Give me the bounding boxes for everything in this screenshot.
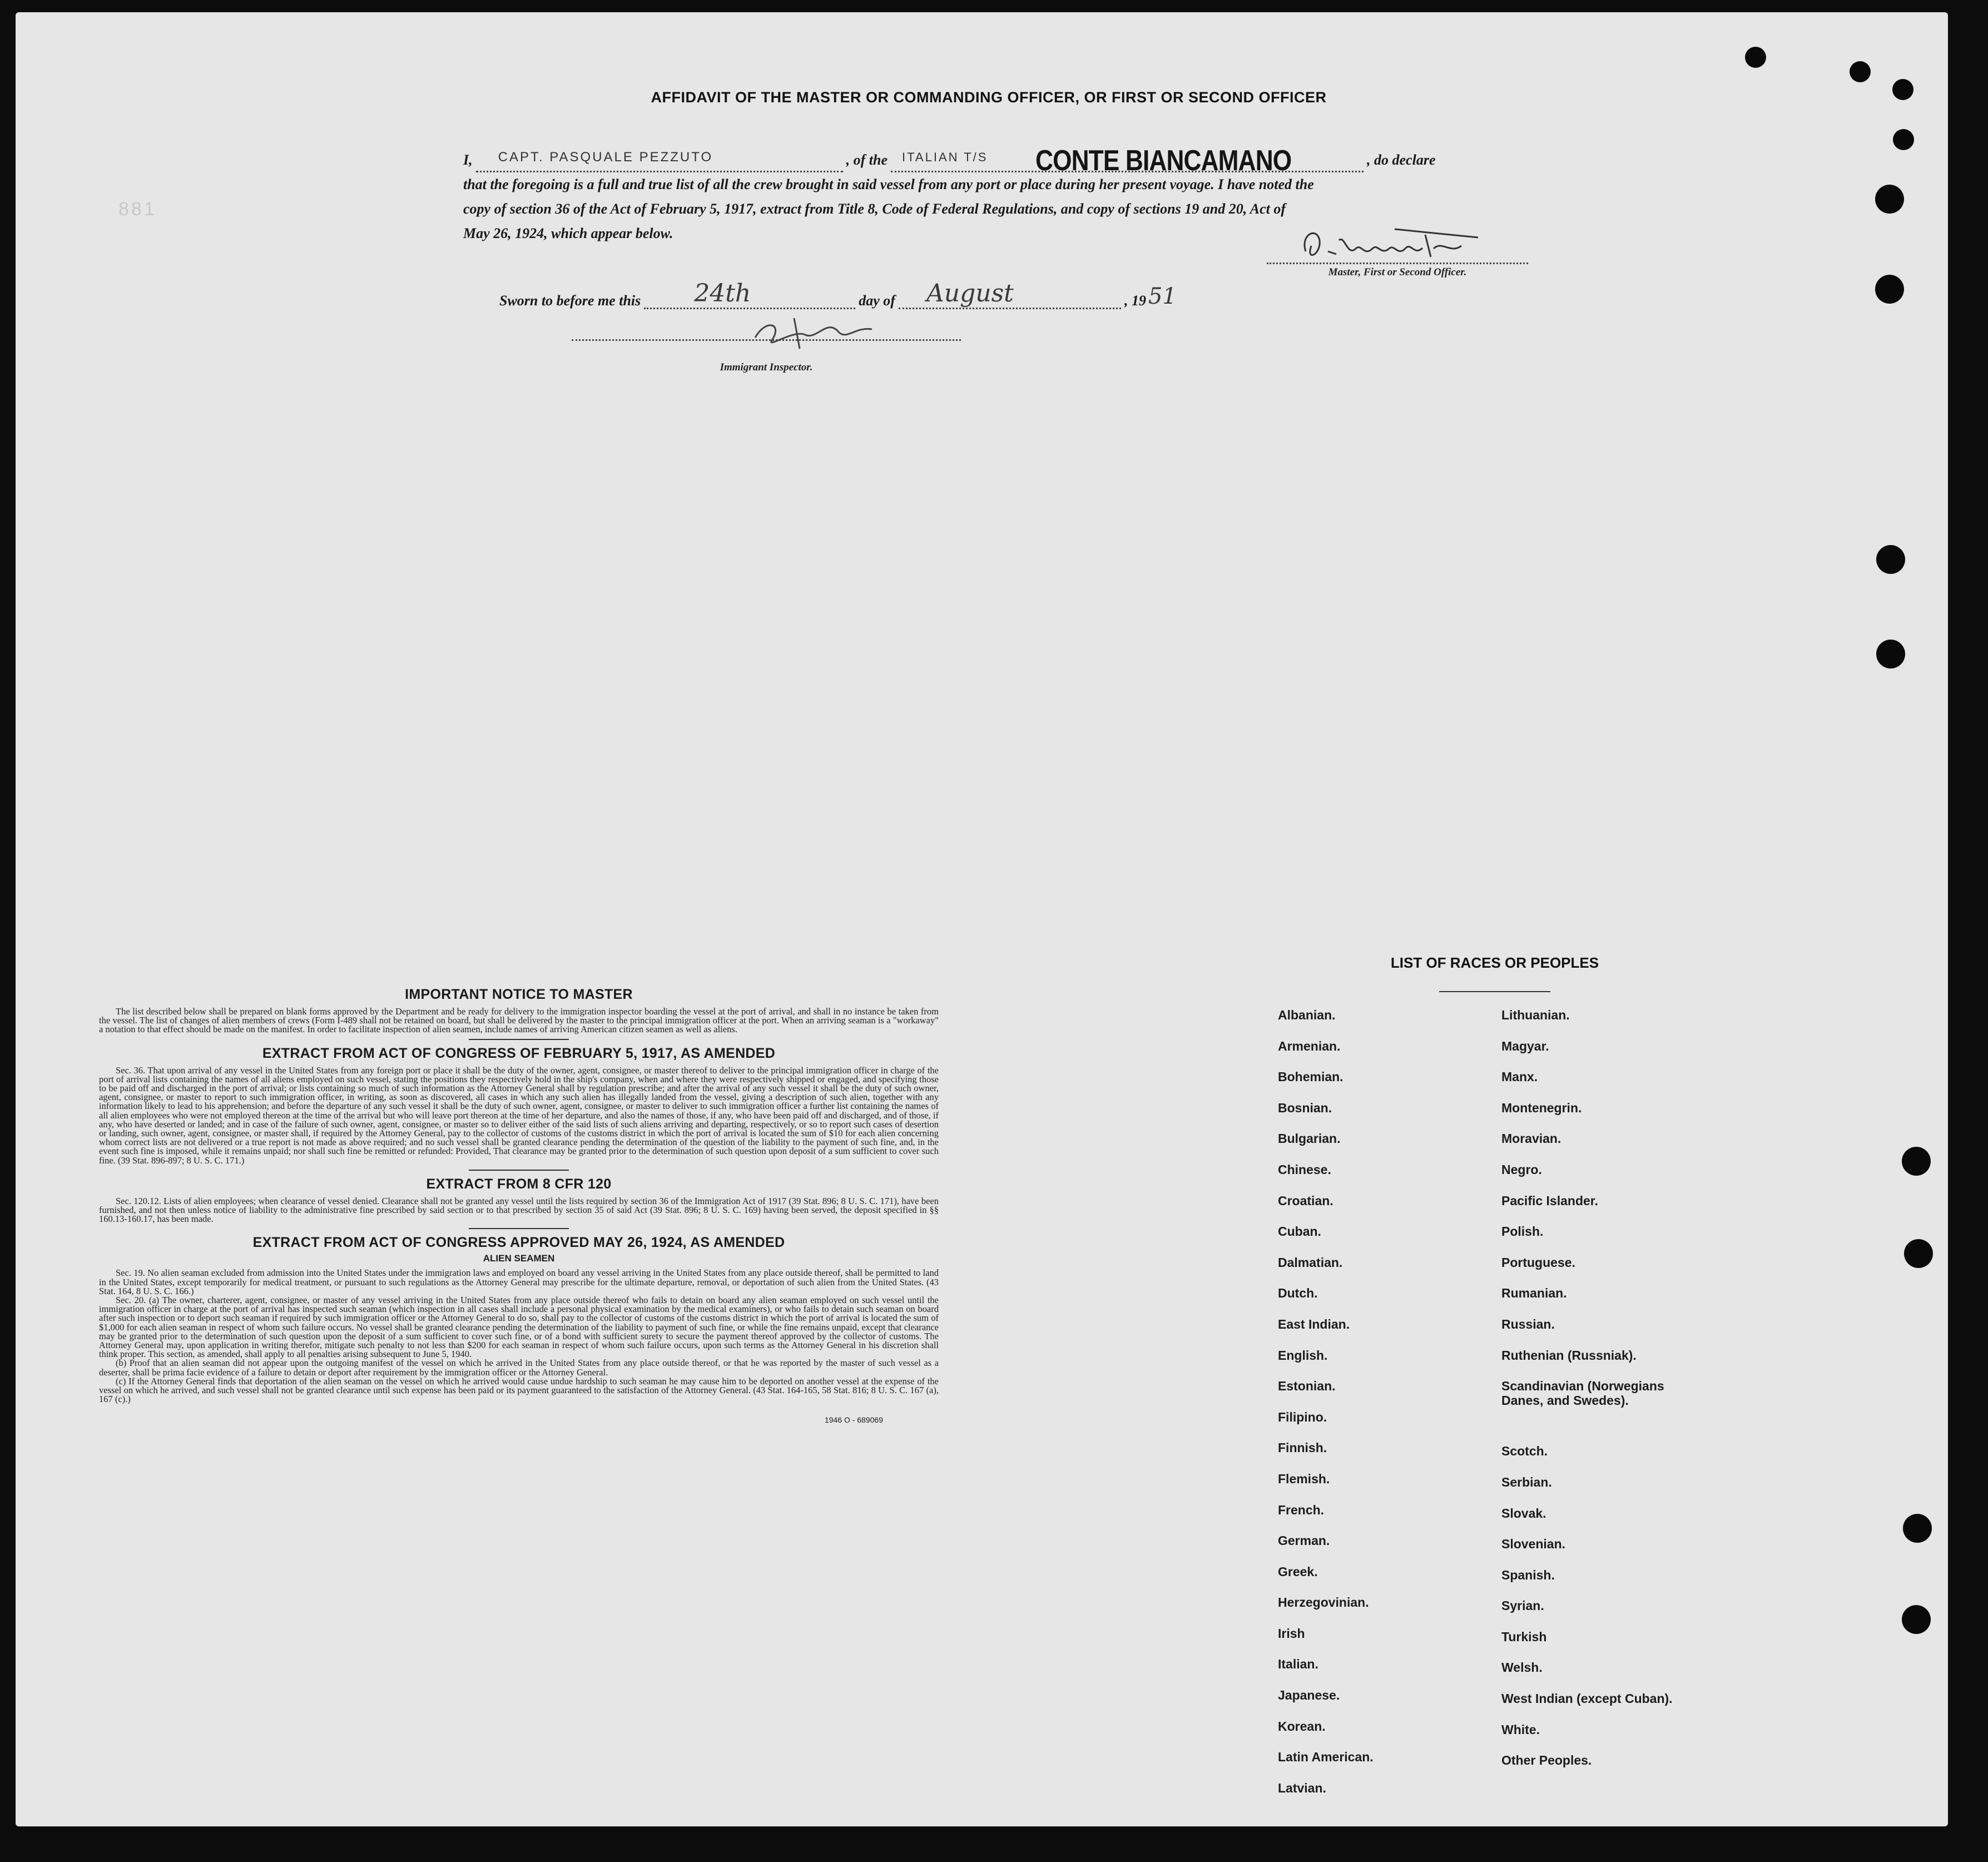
race-item: Dutch.: [1278, 1286, 1318, 1301]
extract1-body: Sec. 36. That upon arrival of any vessel in the United States from any foreign port or place it shall be the duty of the owner, agent, consignee, or master thereof to deliver to the principal immigration officer in charge of the port of arrival lists containing the names of all aliens employed on such vessel, stating the positions they respectively hold in the ship's company, when and where they were respectively shipped or engaged, and specifying those to be paid off and discharged in the port of arrival; or lists containing so much of such information as the Attorney General shall by regulation prescribe; and after the arrival of any such vessel it shall be the duty of such owner, agent, consignee, or master to report to such immigration officer, in writing, as soon as discovered, all cases in which any such alien has illegally landed from the vessel, giving a description of such alien, together with any information likely to lead to his apprehension; and before the departure of any such vessel it shall be the duty of such owner, agent, consignee, or master to deliver to such immigration officer a further list containing the names of all alien employees who were not employed thereon at the time of the arrival but who will leave port thereon at the time of her departure, and also the names of those, if any, who have been paid off and discharged, and of those, if any, who have deserted or landed; and in case of the failure of such owner, agent, consignee, or master so to deliver either of the said lists of such aliens arriving and departing, respectively, or so to report such cases of desertion or landing, such owner, agent, consignee, or master shall, if required by the Attorney General, pay to the collector of customs of the customs district in which the port of arrival is located the sum of $10 for each alien concerning whom correct lists are not delivered or a true report is not made as above required; and no such vessel shall be granted clearance pending the determination of the question of the liability to the payment of such fine, and, in the event such fine is imposed, while it remains unpaid; nor shall such fine be remitted or refunded: Provided, That clearance may be granted prior to the determination of such question upon deposit of a sum sufficient to cover such fine. (39 Stat. 896-897; 8 U. S. C. 171.): [99, 1064, 939, 1166]
extract2-title: EXTRACT FROM 8 CFR 120: [426, 1176, 612, 1192]
race-item: Welsh.: [1501, 1660, 1543, 1675]
divider: [1439, 991, 1550, 992]
race-item: Magyar.: [1501, 1038, 1549, 1053]
race-item: Latin American.: [1278, 1750, 1374, 1765]
race-item: Dalmatian.: [1278, 1255, 1343, 1270]
race-item: Bosnian.: [1278, 1100, 1332, 1115]
punch-hole-icon: [1850, 61, 1871, 82]
race-item: Korean.: [1278, 1719, 1326, 1734]
inspector-signature-line: [572, 339, 961, 341]
race-item: Slovak.: [1501, 1506, 1546, 1521]
race-item: Finnish.: [1278, 1440, 1327, 1455]
race-item: Herzegovinian.: [1278, 1595, 1369, 1610]
race-item: East Indian.: [1278, 1316, 1350, 1331]
master-signature-block: [1267, 224, 1528, 279]
race-item: Japanese.: [1278, 1688, 1340, 1703]
race-item: Manx.: [1501, 1069, 1538, 1084]
ship-stamp: CONTE BIANCAMANO: [1035, 145, 1292, 177]
race-item: French.: [1278, 1502, 1325, 1517]
race-item: Greek.: [1278, 1564, 1318, 1579]
race-item: Rumanian.: [1501, 1286, 1567, 1301]
inspector-caption: Immigrant Inspector.: [720, 361, 813, 373]
do-declare-label: , do declare: [1367, 152, 1436, 168]
punch-hole-icon: [1902, 1147, 1931, 1176]
race-item: Russian.: [1501, 1316, 1555, 1331]
race-item: Portuguese.: [1501, 1255, 1575, 1270]
race-item: Other Peoples.: [1501, 1753, 1592, 1768]
divider: [469, 1039, 569, 1040]
race-item: Negro.: [1501, 1162, 1542, 1177]
race-item: Chinese.: [1278, 1162, 1331, 1177]
year-prefix: , 19: [1124, 293, 1146, 309]
race-item: Turkish: [1501, 1629, 1547, 1644]
race-item: Ruthenian (Russniak).: [1501, 1348, 1637, 1363]
race-item: Bohemian.: [1278, 1069, 1343, 1084]
race-item: Cuban.: [1278, 1224, 1321, 1239]
punch-hole-icon: [1903, 1514, 1932, 1543]
punch-hole-icon: [1892, 79, 1913, 100]
sworn-year: 51: [1148, 284, 1177, 309]
ship-handwritten: ITALIAN T/S: [902, 150, 988, 164]
inspector-signature-icon: [744, 307, 922, 351]
races-left-column: [1278, 1004, 1478, 1808]
master-signature-caption: Master, First or Second Officer.: [1328, 266, 1467, 278]
race-item: Montenegrin.: [1501, 1100, 1582, 1115]
notice-body: The list described below shall be prepared on blank forms approved by the Department and be ready for delivery to the immigration inspector boarding the vessel at the port of arrival, and shall in no instance be taken from the vessel. The list of changes of alien members of crews (Form I-489 shall not be retained on board, but shall be delivered by the master to the principal immigration officer at the port. When an arriving seaman is a "workaway" a notation to that effect should be made on the manifest. In order to facilitate inspection of alien seamen, include names of arriving American citizen seamen as well as aliens.: [99, 1006, 939, 1035]
race-item: Albanian.: [1278, 1008, 1336, 1022]
sworn-label: Sworn to before me this: [499, 293, 641, 309]
print-code: 1946 O - 689069: [824, 1415, 883, 1424]
declaration-line: May 26, 1924, which appear below.: [463, 225, 673, 241]
notice-title: IMPORTANT NOTICE TO MASTER: [405, 987, 633, 1002]
extract3-paragraph: Sec. 20. (a) The owner, charterer, agent, consignee, or master of any vessel arriving in the United States from any place outside thereof who fails to detain on board any alien seaman employed on such vessel until the immigration officer in charge at the port of arrival has inspected such seaman (which inspection in all cases shall include a personal physical examination by the medical examiners), or who fails to detain such seaman on board after such inspection or to deport such seaman if required by such immigration officer or the Attorney General to do so, shall pay to the collector of customs of the customs district in which the port of arrival is located the sum of $1,000 for each alien seaman in respect of whom such failure occurs. No vessel shall be granted clearance pending the determination of the liability to payment of such fine, or while the fine remains unpaid, except that clearance may be granted prior to the determination of such question upon the deposit of a sum sufficient to cover such fine, or of a bond with sufficient surety to secure the payment thereof approved by the collector of customs. The Attorney General may, upon application in writing therefor, mitigate such penalty to not less than $200 for each seaman in respect of whom such failure occurs, upon such terms as the Attorney General in his discretion shall think proper. This section, as amended, shall apply to all penalties arising subsequent to June 5, 1940.: [99, 1295, 939, 1360]
race-item: Serbian.: [1501, 1474, 1552, 1489]
race-item: Lithuanian.: [1501, 1008, 1570, 1022]
race-item: Polish.: [1501, 1224, 1544, 1239]
race-item: Bulgarian.: [1278, 1131, 1341, 1146]
race-item: German.: [1278, 1533, 1330, 1548]
extract2-body: Sec. 120.12. Lists of alien employees; when clearance of vessel denied. Clearance shall not be granted any vessel until the lists required by section 36 of the Immigration Act of 1917 (39 Stat. 896; 8 U. S. C. 171), have been furnished, and not then unless notice of liability to the administrative fine prescribed by said section or to that prescribed by section 35 of said Act (39 Stat. 896; 8 U. S. C. 169) having been served, the deposit specified in §§ 160.13-160.17, has been made.: [99, 1195, 939, 1225]
extract3-subtitle: ALIEN SEAMEN: [483, 1253, 555, 1264]
race-item: English.: [1278, 1348, 1328, 1363]
race-item: Syrian.: [1501, 1598, 1544, 1613]
divider: [469, 1170, 569, 1171]
race-item: Estonian.: [1278, 1379, 1336, 1394]
extract3-paragraph: (c) If the Attorney General finds that deportation of the alien seaman on the vessel on which he arrived would cause undue hardship to such seaman he may cause him to be deported on another vessel at the expense of the vessel on which he arrived, and such vessel shall not be granted clearance until such expense has been paid or its payment guaranteed to the satisfaction of the Attorney General. (43 Stat. 164-165, 58 Stat. 816; 8 U. S. C. 167 (a), 167 (c).): [99, 1375, 939, 1405]
of-the-label: , of the: [846, 152, 888, 168]
day-of-label: day of: [859, 293, 895, 309]
race-item: Armenian.: [1278, 1038, 1341, 1053]
punch-hole-icon: [1876, 545, 1905, 574]
race-item: Pacific Islander.: [1501, 1193, 1598, 1208]
race-item: Latvian.: [1278, 1780, 1326, 1795]
page-mark: 881: [118, 199, 157, 220]
divider: [469, 1228, 569, 1229]
race-item: Croatian.: [1278, 1193, 1333, 1208]
race-item: [1501, 1410, 1768, 1441]
race-item: Italian.: [1278, 1657, 1318, 1672]
declaration-line: that the foregoing is a full and true list of all the crew brought in said vessel from any port or place during her present voyage. I have noted the: [463, 176, 1314, 192]
race-item: Irish: [1278, 1626, 1305, 1641]
races-right-column: [1501, 1004, 1768, 1811]
race-item: Moravian.: [1501, 1131, 1561, 1146]
punch-hole-icon: [1875, 275, 1904, 304]
name-field: [476, 150, 843, 172]
race-item: Filipino.: [1278, 1409, 1327, 1424]
race-item: Flemish.: [1278, 1471, 1330, 1486]
declaration-first-line: [463, 139, 1531, 177]
sworn-line: [499, 279, 1177, 309]
race-item: White.: [1501, 1722, 1540, 1737]
race-item: Scotch.: [1501, 1444, 1548, 1459]
race-item: West Indian (except Cuban).: [1501, 1691, 1673, 1706]
notice-section: [99, 987, 939, 1424]
extract3-paragraph: (b) Proof that an alien seaman did not appear upon the outgoing manifest of the vessel on which he arrived in the United States from any place outside thereof, or that he was reported by the master of such vessel as a deserter, shall be prima facie evidence of a failure to detain or deport after requirement by the immigration officer or the Attorney General.: [99, 1358, 939, 1378]
punch-hole-icon: [1893, 129, 1914, 150]
sworn-month: August: [926, 279, 1014, 308]
races-title: LIST OF RACES OR PEOPLES: [1390, 954, 1599, 971]
master-signature-line: [1267, 224, 1528, 264]
race-item: [1501, 1781, 1768, 1812]
race-item: Spanish.: [1501, 1567, 1555, 1582]
document-sheet: [16, 12, 1948, 1826]
extract3-title: EXTRACT FROM ACT OF CONGRESS APPROVED MAY 26, 1924, AS AMENDED: [252, 1235, 785, 1251]
sworn-day: 24th: [694, 279, 751, 308]
punch-hole-icon: [1875, 185, 1904, 214]
name-handwritten: CAPT. PASQUALE PEZZUTO: [498, 150, 713, 165]
master-signature-icon: [1295, 224, 1484, 268]
punch-hole-icon: [1902, 1605, 1931, 1634]
race-item: Slovenian.: [1501, 1537, 1566, 1552]
extract3-paragraph: Sec. 19. No alien seaman excluded from admission into the United States under the immigration laws and employed on board any vessel arriving in the United States from any place outside thereof, shall be permitted to land in the United States, except temporarily for medical treatment, or pursuant to such regulations as the Attorney General may prescribe for the ultimate departure, removal, or deportation of such alien from the United States. (43 Stat. 164, 8 U. S. C. 166.): [99, 1267, 939, 1296]
race-item: Scandinavian (Norwegians Danes, and Swedes).: [1501, 1379, 1664, 1408]
punch-hole-icon: [1745, 47, 1766, 68]
punch-hole-icon: [1904, 1239, 1933, 1268]
declaration-line: copy of section 36 of the Act of February 5, 1917, extract from Title 8, Code of Federal Regulations, and copy of sections 19 and 20, Act of: [463, 201, 1286, 217]
affidavit-title: AFFIDAVIT OF THE MASTER OR COMMANDING OFFICER, OR FIRST OR SECOND OFFICER: [651, 89, 1327, 106]
extract1-title: EXTRACT FROM ACT OF CONGRESS OF FEBRUARY 5, 1917, AS AMENDED: [262, 1045, 776, 1061]
i-label: I,: [463, 152, 473, 168]
punch-hole-icon: [1876, 640, 1905, 668]
sworn-month-field: [899, 279, 1121, 309]
ship-field: [891, 145, 1364, 177]
